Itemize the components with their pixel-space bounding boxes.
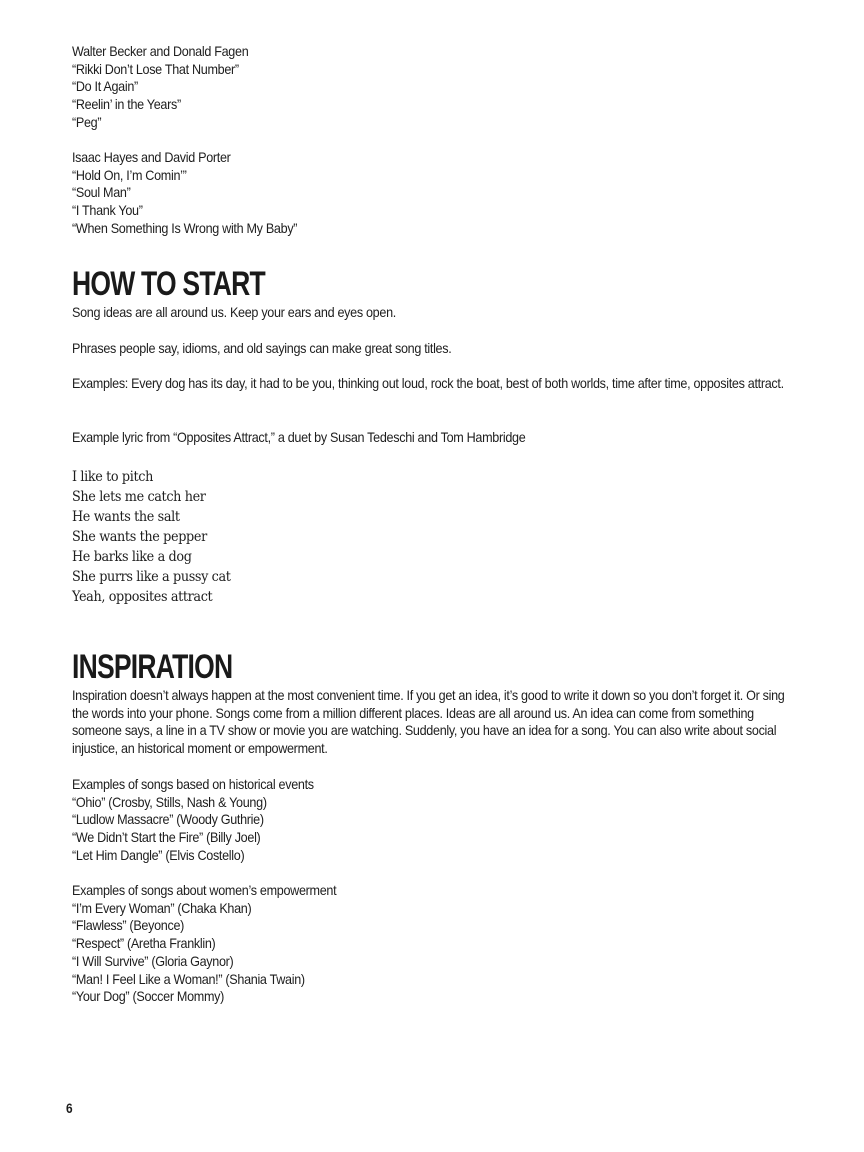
list-item: “Your Dog” (Soccer Mommy)	[72, 988, 225, 1005]
lyric-excerpt	[72, 467, 231, 607]
paragraph-text: Inspiration doesn’t always happen at the most convenient time. If you get an idea, it’s good to write it down so you don’t forget it. Or sing the words into your phone. Songs come from a million different places. Ideas are all around us. An idea can come from something someone says, a line in a TV show or movie you are watching. Suddenly, you have an idea for a song. You can also write about social injustice, an historical moment or empowerment.	[72, 687, 785, 757]
lyric-line: She lets me catch her	[72, 489, 206, 505]
credits-writers: Isaac Hayes and David Porter	[72, 149, 231, 165]
list-item: “We Didn’t Start the Fire” (Billy Joel)	[72, 829, 261, 846]
page-number: 6	[66, 1100, 73, 1116]
paragraph-text: Phrases people say, idioms, and old sayings can make great song titles.	[72, 340, 452, 356]
section-heading-how-to-start: HOW TO START	[72, 265, 265, 303]
lyric-line: He barks like a dog	[72, 549, 192, 565]
song-title: “Rikki Don’t Lose That Number”	[72, 60, 239, 77]
song-title: “Soul Man”	[72, 184, 131, 201]
inspiration-paragraph	[72, 687, 796, 758]
historical-examples	[72, 776, 341, 865]
list-title: Examples of songs about women’s empowerment	[72, 882, 337, 898]
list-item: “Respect” (Aretha Franklin)	[72, 935, 216, 952]
paragraph-text: Example lyric from “Opposites Attract,” a duet by Susan Tedeschi and Tom Hambridge	[72, 429, 526, 445]
how-to-start-paragraph	[72, 340, 494, 358]
section-heading-inspiration: INSPIRATION	[72, 648, 233, 686]
list-item: “Ludlow Massacre” (Woody Guthrie)	[72, 811, 264, 828]
credits-becker-fagen	[72, 43, 268, 132]
empowerment-examples	[72, 882, 366, 1006]
song-title: “I Thank You”	[72, 202, 143, 219]
list-title: Examples of songs based on historical events	[72, 776, 314, 792]
lyric-line: He wants the salt	[72, 509, 180, 525]
credits-hayes-porter	[72, 149, 322, 238]
song-title: “Reelin’ in the Years”	[72, 96, 181, 113]
list-item: “I’m Every Woman” (Chaka Khan)	[72, 899, 252, 916]
list-item: “Let Him Dangle” (Elvis Costello)	[72, 846, 245, 863]
paragraph-text: Examples: Every dog has its day, it had to be you, thinking out loud, rock the boat, best of both worlds, time after time, opposites attract.	[72, 375, 784, 391]
how-to-start-paragraph	[72, 304, 432, 322]
list-item: “Flawless” (Beyonce)	[72, 917, 185, 934]
song-title: “Hold On, I’m Comin’”	[72, 166, 187, 183]
song-title: “Peg”	[72, 113, 102, 130]
list-item: “Ohio” (Crosby, Stills, Nash & Young)	[72, 793, 267, 810]
lyric-line: Yeah, opposites attract	[72, 589, 213, 605]
how-to-start-paragraph	[72, 429, 576, 447]
lyric-line: She wants the pepper	[72, 529, 207, 545]
list-item: “I Will Survive” (Gloria Gaynor)	[72, 952, 234, 969]
credits-writers: Walter Becker and Donald Fagen	[72, 43, 249, 59]
how-to-start-paragraph	[72, 375, 796, 393]
paragraph-text: Song ideas are all around us. Keep your ears and eyes open.	[72, 304, 396, 320]
song-title: “When Something Is Wrong with My Baby”	[72, 219, 298, 236]
song-title: “Do It Again”	[72, 78, 138, 95]
lyric-line: She purrs like a pussy cat	[72, 569, 231, 585]
lyric-line: I like to pitch	[72, 469, 153, 485]
list-item: “Man! I Feel Like a Woman!” (Shania Twain)	[72, 970, 305, 987]
